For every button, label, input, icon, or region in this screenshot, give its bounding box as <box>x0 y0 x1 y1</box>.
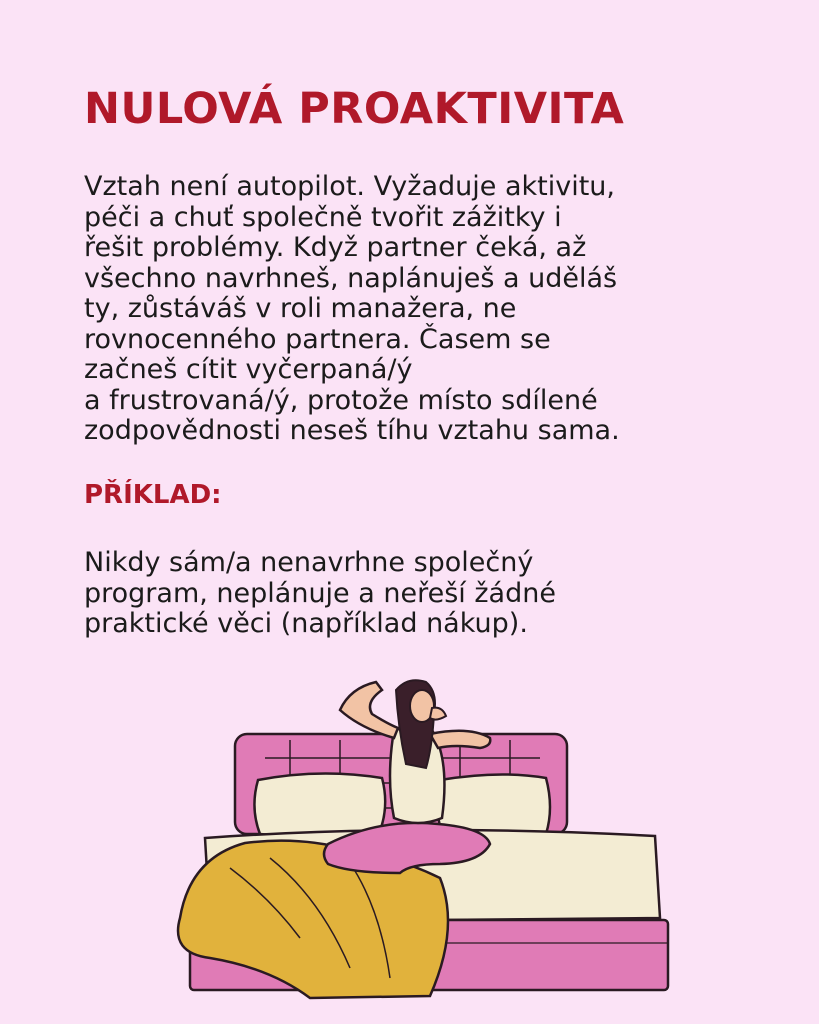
example-label: PŘÍKLAD: <box>84 480 222 510</box>
page-title: NULOVÁ PROAKTIVITA <box>84 84 625 134</box>
woman-raised-arm <box>340 682 398 738</box>
example-text: Nikdy sám/a nenavrhne společný program, neplánuje a neřeší žádné praktické věci (například nákup). <box>84 547 556 639</box>
description-paragraph: Vztah není autopilot. Vyžaduje aktivitu, péči a chuť společně tvořit zážitky i řešit problémy. Když partner čeká, až všechno navrhneš, naplánuješ a uděláš ty, zůstáváš v roli manažera, ne rovnocenného partnera. Časem se začneš cítit vyčerpaná/ý a frustrovaná/ý, protože místo sdílené zodpovědnosti neseš tíhu vztahu sama. <box>84 171 620 446</box>
pillow-left <box>254 773 385 837</box>
woman-other-arm <box>430 731 490 748</box>
woman-yawning-in-bed-illustration <box>150 668 680 1008</box>
